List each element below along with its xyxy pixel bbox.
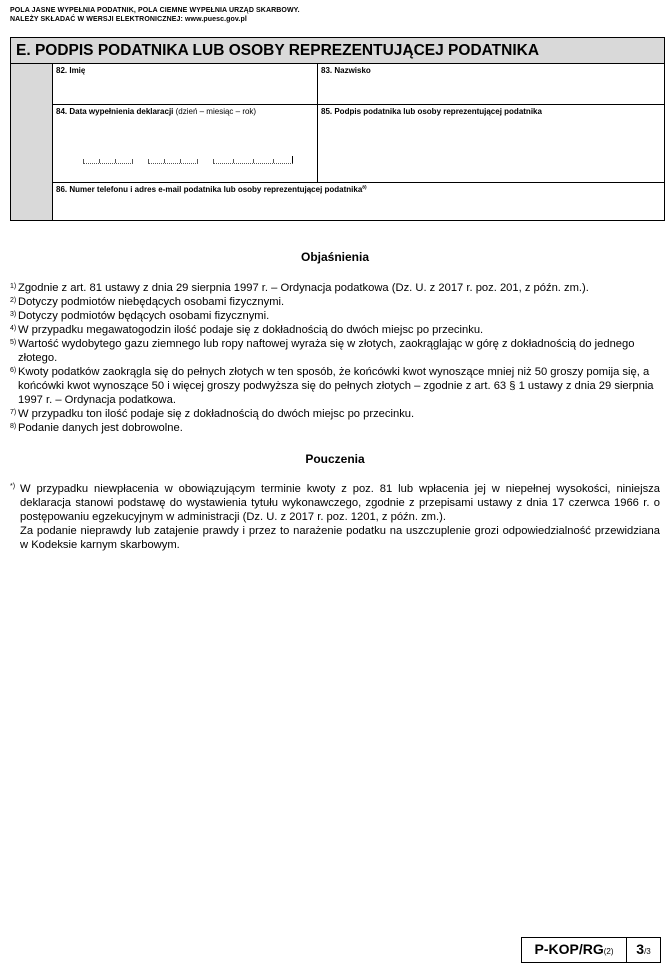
field-84-fill-date[interactable] bbox=[53, 105, 318, 183]
pouczenia-mark: *) bbox=[10, 483, 16, 490]
section-e-shaded-bar bbox=[11, 64, 53, 220]
field-86-label: 86. Numer telefonu i adres e-mail podatnika lub osoby reprezentującej podatnika bbox=[56, 185, 363, 194]
date-month-box[interactable] bbox=[148, 157, 198, 164]
header-line-2: NALEŻY SKŁADAĆ W WERSJI ELEKTRONICZNEJ: www.puesc.gov.pl bbox=[10, 16, 247, 23]
footnote-item bbox=[10, 295, 662, 309]
footnote-number: 7) bbox=[10, 409, 17, 416]
objasnienia-title: Objaśnienia bbox=[300, 250, 370, 264]
pouczenia-paragraph-2: Za podanie nieprawdy lub zatajenie prawdy i przez to narażenie podatku na uszczuplenie grozi odpowiedzialność przewidziana w Kodeksie karnym skarbowym. bbox=[20, 525, 660, 551]
field-82-first-name[interactable] bbox=[53, 64, 318, 105]
footnote-item bbox=[10, 337, 662, 365]
form-header-note bbox=[10, 6, 300, 24]
footnote-item bbox=[10, 323, 662, 337]
objasnienia-list bbox=[10, 281, 662, 435]
footnote-text: W przypadku megawatogodzin ilość podaje się z dokładnością do dwóch miejsc po przecinku. bbox=[18, 324, 484, 336]
field-83-last-name[interactable] bbox=[318, 64, 664, 105]
form-code-name: P-KOP/RG bbox=[534, 941, 604, 957]
date-year-box[interactable] bbox=[213, 157, 293, 164]
pouczenia-body bbox=[10, 482, 660, 552]
header-line-1: POLA JASNE WYPEŁNIA PODATNIK, POLA CIEMNE WYPEŁNIA URZĄD SKARBOWY. bbox=[10, 7, 300, 14]
footnote-number: 4) bbox=[10, 325, 17, 332]
section-e bbox=[10, 37, 665, 221]
footnote-item bbox=[10, 281, 662, 295]
footnote-text: Zgodnie z art. 81 ustawy z dnia 29 sierpnia 1997 r. – Ordynacja podatkowa (Dz. U. z 2017 r. poz. 201, z późn. zm.). bbox=[18, 282, 589, 294]
footnote-number: 1) bbox=[10, 283, 17, 290]
page-number bbox=[627, 938, 660, 962]
field-84-label: 84. Data wypełnienia deklaracji bbox=[56, 107, 174, 116]
footnote-number: 8) bbox=[10, 423, 17, 430]
footnote-item bbox=[10, 407, 662, 421]
footnote-text: Podanie danych jest dobrowolne. bbox=[18, 422, 183, 434]
footnote-item bbox=[10, 309, 662, 323]
footnote-text: Kwoty podatków zaokrągla się do pełnych złotych w ten sposób, że końcówki kwot wynoszące mniej niż 50 groszy pomija się, a końcówki kwot wynoszące 50 i więcej groszy podwyższa się do pełnych złotych – zgodnie z art. 63 § 1 ustawy z dnia 29 sierpnia 1997 r. – Ordynacja podatkowa. bbox=[18, 366, 654, 406]
field-86-phone-email[interactable] bbox=[53, 183, 664, 220]
field-86-footnote-ref: 8) bbox=[362, 185, 367, 191]
footnote-text: Wartość wydobytego gazu ziemnego lub ropy naftowej wyraża się w złotych, zaokrąglając w górę z dokładnością do jednego złotego. bbox=[18, 338, 635, 364]
date-entry-boxes[interactable] bbox=[83, 157, 293, 167]
field-85-label: 85. Podpis podatnika lub osoby reprezentującej podatnika bbox=[321, 107, 542, 116]
footnote-item bbox=[10, 365, 662, 407]
page-total: /3 bbox=[644, 947, 651, 956]
form-code bbox=[522, 938, 627, 962]
footnote-number: 6) bbox=[10, 367, 17, 374]
pouczenia-text-1: W przypadku niewpłacenia w obowiązującym terminie kwoty z poz. 81 lub wpłacenia jej w niepełnej wysokości, niniejsza deklaracja stanowi podstawę do wystawienia tytułu wykonawczego, zgodnie z przepisami ustawy z dnia 17 czerwca 1966 r. o postępowaniu egzekucyjnym w administracji (Dz. U. z 2017 r. poz. 1201, z późn. zm.). bbox=[20, 483, 660, 523]
pouczenia-paragraph-1 bbox=[10, 482, 660, 524]
date-day-box[interactable] bbox=[83, 157, 133, 164]
footnote-text: Dotyczy podmiotów niebędących osobami fizycznymi. bbox=[18, 296, 285, 308]
footnote-text: W przypadku ton ilość podaje się z dokładnością do dwóch miejsc po przecinku. bbox=[18, 408, 415, 420]
footnote-number: 3) bbox=[10, 311, 17, 318]
footnote-number: 5) bbox=[10, 339, 17, 346]
field-85-signature[interactable] bbox=[318, 105, 664, 183]
field-84-hint: (dzień – miesiąc – rok) bbox=[175, 107, 257, 116]
footnote-number: 2) bbox=[10, 297, 17, 304]
field-82-label: 82. Imię bbox=[56, 66, 86, 75]
pouczenia-title: Pouczenia bbox=[305, 452, 365, 466]
form-code-box bbox=[521, 937, 661, 963]
section-e-title: E. PODPIS PODATNIKA LUB OSOBY REPREZENTUJĄCEJ PODATNIKA bbox=[11, 38, 664, 64]
form-code-version: (2) bbox=[603, 947, 614, 956]
footnote-item bbox=[10, 421, 662, 435]
footnote-text: Dotyczy podmiotów będących osobami fizycznymi. bbox=[18, 310, 270, 322]
field-83-label: 83. Nazwisko bbox=[321, 66, 371, 75]
page-current: 3 bbox=[636, 941, 645, 957]
